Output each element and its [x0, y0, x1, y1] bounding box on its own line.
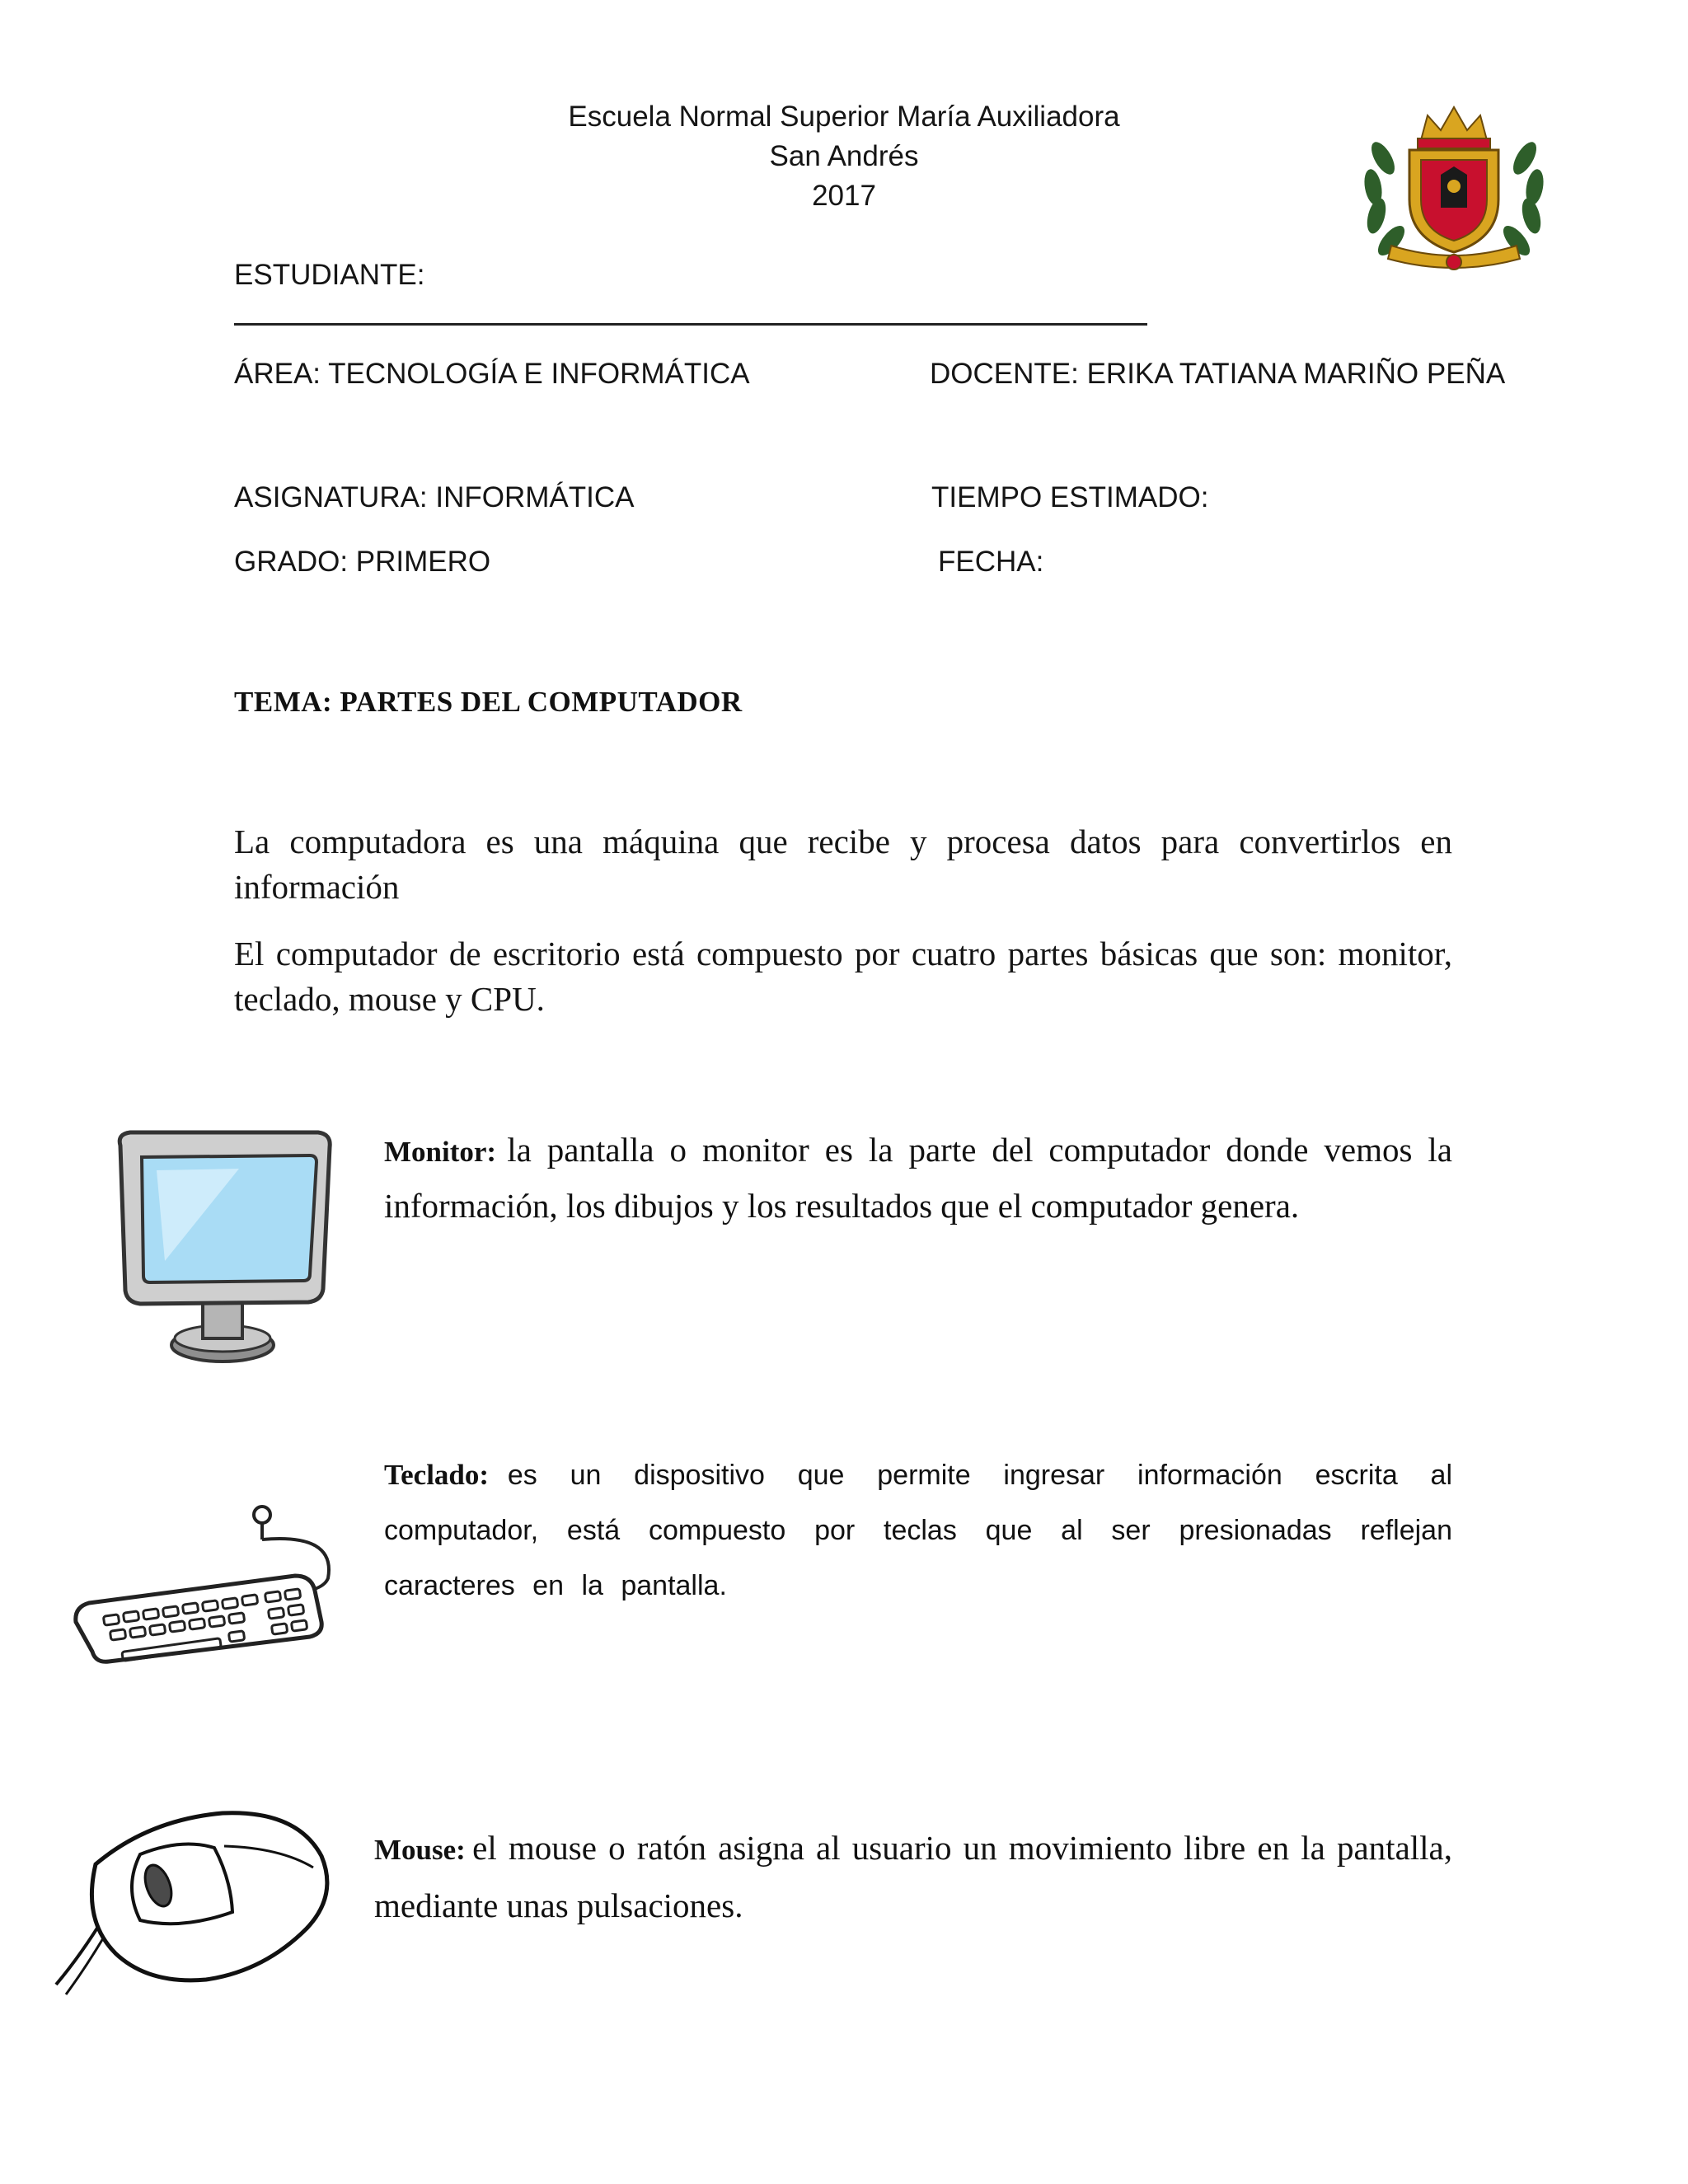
- mouse-icon: [16, 1788, 346, 2011]
- mouse-description: [374, 1823, 1452, 1938]
- school-name: Escuela Normal Superior María Auxiliadora: [568, 101, 1120, 133]
- subject-label: ASIGNATURA: INFORMÁTICA: [234, 481, 635, 513]
- keyboard-icon: [64, 1500, 353, 1665]
- school-year: 2017: [812, 180, 876, 212]
- keyboard-term: Teclado:: [384, 1459, 490, 1491]
- mouse-text: el mouse o ratón asigna al usuario un movimiento libre en la pantalla, mediante unas pulsaciones.: [374, 1829, 1452, 1924]
- grade-label: GRADO: PRIMERO: [234, 546, 491, 578]
- intro-paragraph-2: El computador de escritorio está compuesto por cuatro partes básicas que son: monitor, teclado, mouse y CPU.: [234, 935, 1452, 1018]
- teacher-label: DOCENTE: ERIKA TATIANA MARIÑO PEÑA: [930, 358, 1506, 390]
- student-label: ESTUDIANTE:: [234, 259, 425, 291]
- time-label: TIEMPO ESTIMADO:: [931, 481, 1209, 513]
- mouse-term: Mouse:: [374, 1834, 466, 1866]
- monitor-text: la pantalla o monitor es la parte del computador donde vemos la información, los dibujos y los resultados que el computador genera.: [384, 1131, 1452, 1225]
- school-city: San Andrés: [769, 140, 919, 172]
- monitor-icon: [91, 1113, 354, 1376]
- topic-title: TEMA: PARTES DEL COMPUTADOR: [234, 686, 743, 718]
- area-label: ÁREA: TECNOLOGÍA E INFORMÁTICA: [234, 358, 750, 390]
- keyboard-description: [384, 1451, 1452, 1616]
- intro-paragraph-1: La computadora es una máquina que recibe y procesa datos para convertirlos en información: [234, 823, 1452, 906]
- date-label: FECHA:: [938, 546, 1044, 578]
- monitor-term: Monitor:: [384, 1136, 497, 1168]
- school-crest-icon: [1358, 101, 1550, 275]
- keyboard-text: es un dispositivo que permite ingresar información escrita al computador, está compuesto por teclas que al ser presionadas reflejan caracteres en la pantalla.: [384, 1460, 1453, 1601]
- student-name-line[interactable]: [234, 323, 1147, 326]
- monitor-description: [384, 1126, 1452, 1238]
